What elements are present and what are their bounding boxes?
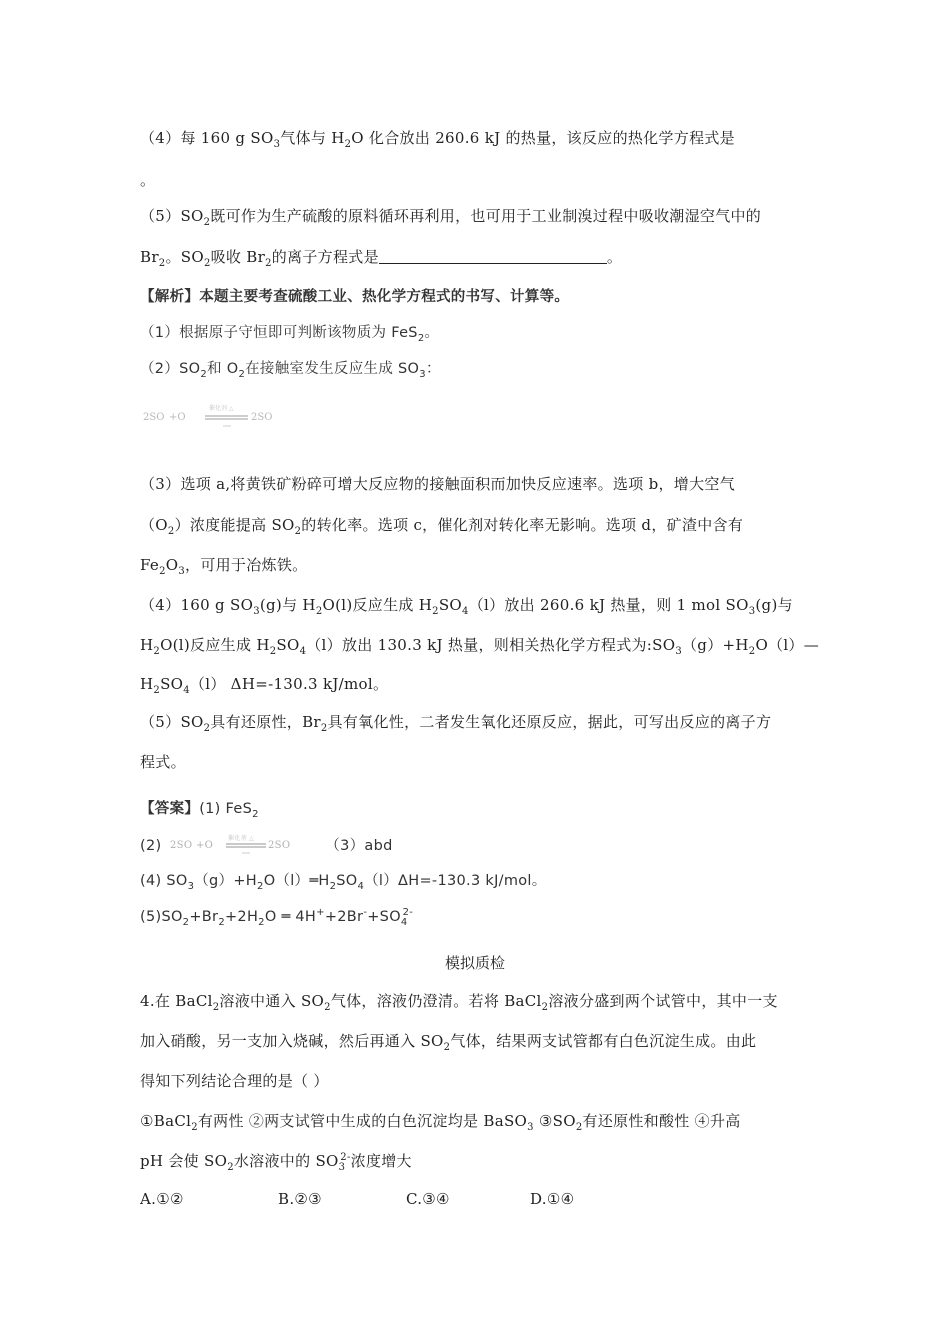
eq-condition: 催化剂 △ (209, 405, 234, 412)
answer-4: (4) $SO_3(g)+H_2O(l)═H_2SO_4(l)\Delta H=-130.3$ kJ/mol。 (140, 873, 547, 892)
analysis-5-line2: 程式。 (140, 753, 186, 771)
answer-equation-image (170, 834, 308, 856)
reaction-equation-image (143, 400, 293, 434)
choice-a[interactable]: A.①② (140, 1190, 184, 1208)
choice-b[interactable]: B.②③ (278, 1190, 322, 1208)
q5-line2: $Br_2$。$SO_2$吸收 $Br_2$的离子方程式是 。 (140, 248, 623, 269)
svg-text:2SO: 2SO (170, 840, 193, 851)
analysis-2: $(2)SO_2$和 $O_2$在接触室发生反应生成 $SO_3$： (140, 361, 441, 380)
q5-line1: $(5)SO_2$既可作为生产硫酸的原料循环再利用，也可用于工业制溴过程中吸收潮湿空气中的 (140, 207, 762, 228)
analysis-4-line1: （4）160 g $SO_3(g)$与 $H_2O(l)$反应生成 $H_2SO_4(l)$放出 260.6 kJ 热量，则 1 mol $SO_3(g)$与 (140, 596, 793, 617)
analysis-3-line2: $(O_2)$浓度能提高 $SO_2$的转化率。选项 c，催化剂对转化率无影响。选项 d，矿渣中含有 (140, 516, 744, 537)
answer-blank (379, 249, 607, 264)
analysis-4-line3: $H_2SO_4(l)$ ΔH=-130.3 kJ/mol。 (140, 675, 389, 696)
q4-line2: 。 (140, 171, 156, 189)
answer-1: 【答案】(1) FeS$_2$ (140, 801, 259, 820)
section-title: 模拟质检 (444, 954, 505, 972)
choices-row (140, 1188, 820, 1210)
question4-line1: 4.在 BaCl$_2$溶液中通入 $SO_2$气体，溶液仍澄清。若将 BaCl$_2$溶液分盛到两个试管中，其中一支 (140, 992, 778, 1013)
answer-2: (2) 2SO +O 催化剂 △ 2SO （3）abd (140, 835, 393, 854)
svg-text:2SO: 2SO (268, 840, 291, 851)
choice-c[interactable]: C.③④ (406, 1190, 450, 1208)
analysis-3-line3: $Fe_2O_3$，可用于冶炼铁。 (140, 556, 308, 577)
question4-line2: 加入硝酸，另一支加入烧碱，然后再通入 $SO_2$气体，结果两支试管都有白色沉淀生成。由此 (140, 1032, 757, 1053)
choice-d[interactable]: D.①④ (530, 1190, 575, 1208)
eq-left: 2SO (143, 412, 165, 423)
answer-5: $(5)SO_2+Br_2+2H_2O$ ═ $4H^++2Br^-+SO_4^{2-}$ (140, 907, 414, 928)
analysis-3-line1: （3）选项 a,将黄铁矿粉碎可增大反应物的接触面积而加快反应速率。选项 b，增大空气 (140, 475, 735, 493)
analysis-5-line1: $(5)SO_2$具有还原性，$Br_2$具有氧化性，二者发生氧化还原反应，据此，可写出反应的离子方 (140, 713, 772, 734)
statements-line2: pH 会使 $SO_2$水溶液中的 $SO_3^{2-}$浓度增大 (140, 1152, 412, 1173)
statements-line1: ①BaCl$_2$有两性 ②两支试管中生成的白色沉淀均是 BaSO$_3$ $③SO_2$有还原性和酸性 ④升高 (140, 1112, 741, 1133)
svg-text:+O: +O (196, 840, 214, 851)
analysis-heading: 【解析】本题主要考查硫酸工业、热化学方程式的书写、计算等。 (140, 289, 570, 305)
eq-mid: +O (169, 412, 186, 423)
svg-text:催化剂 △: 催化剂 △ (228, 835, 255, 842)
analysis-1: （1）根据原子守恒即可判断该物质为 FeS$_2$。 (140, 325, 440, 344)
eq-right: 2SO (251, 412, 273, 423)
question4-line3: 得知下列结论合理的是（ ） (140, 1072, 329, 1090)
analysis-4-line2: $H_2O(l)$反应生成 $H_2SO_4(l)$放出 130.3 kJ 热量，则相关热化学方程式为$:SO_3(g)+H_2O(l)—$ (140, 636, 820, 657)
q4-line1: （4）每 160 g $SO_3$气体与 $H_2O$ 化合放出 260.6 kJ 的热量，该反应的热化学方程式是 (140, 129, 735, 150)
